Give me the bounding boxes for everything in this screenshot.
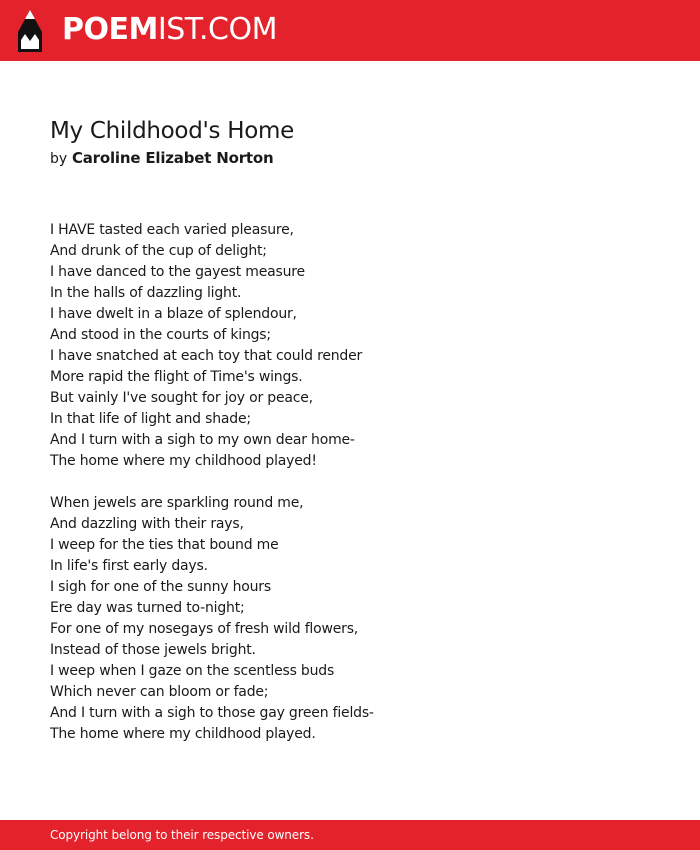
site-footer [0, 820, 700, 850]
poem-line: Ere day was turned to-night; [50, 600, 245, 616]
poem-line: But vainly I've sought for joy or peace, [50, 390, 313, 406]
poem-line: Which never can bloom or fade; [50, 684, 269, 700]
poem-byline [50, 147, 650, 170]
poem-line: For one of my nosegays of fresh wild flowers, [50, 621, 359, 637]
poem-line: When jewels are sparkling round me, [50, 495, 304, 511]
by-label: by [50, 151, 68, 167]
poem-line: And I turn with a sigh to my own dear home- [50, 432, 355, 448]
pencil-logo-icon[interactable] [18, 10, 42, 52]
poem-line: The home where my childhood played. [50, 726, 316, 742]
poem-line: I have snatched at each toy that could render [50, 348, 363, 364]
poem-line: In life's first early days. [50, 558, 208, 574]
poem-line: In the halls of dazzling light. [50, 285, 242, 301]
poem-line: I have dwelt in a blaze of splendour, [50, 306, 297, 322]
site-header [0, 0, 700, 61]
poem-body [50, 220, 650, 745]
logo-bold-text: POEM [62, 12, 158, 47]
poem-line: And drunk of the cup of delight; [50, 243, 267, 259]
poem-line: In that life of light and shade; [50, 411, 251, 427]
poem-line: And stood in the courts of kings; [50, 327, 271, 343]
poem-line: The home where my childhood played! [50, 453, 317, 469]
poem-line: I weep when I gaze on the scentless buds [50, 663, 335, 679]
copyright-text: Copyright belong to their respective owners. [50, 828, 314, 842]
poem-line: I sigh for one of the sunny hours [50, 579, 271, 595]
poem-title: My Childhood's Home [50, 118, 294, 144]
poem-line: And dazzling with their rays, [50, 516, 244, 532]
poem-line: More rapid the flight of Time's wings. [50, 369, 303, 385]
site-logo[interactable] [62, 11, 277, 49]
logo-light-text: IST.COM [157, 12, 277, 47]
poem-line: I have danced to the gayest measure [50, 264, 305, 280]
poem-content [50, 115, 650, 766]
poem-line: And I turn with a sigh to those gay green fields- [50, 705, 374, 721]
stanza-1 [50, 220, 650, 472]
poem-line: Instead of those jewels bright. [50, 642, 256, 658]
poem-line: I weep for the ties that bound me [50, 537, 279, 553]
poem-line: I HAVE tasted each varied pleasure, [50, 222, 294, 238]
stanza-2 [50, 493, 650, 745]
poem-author: Caroline Elizabet Norton [71, 149, 274, 167]
